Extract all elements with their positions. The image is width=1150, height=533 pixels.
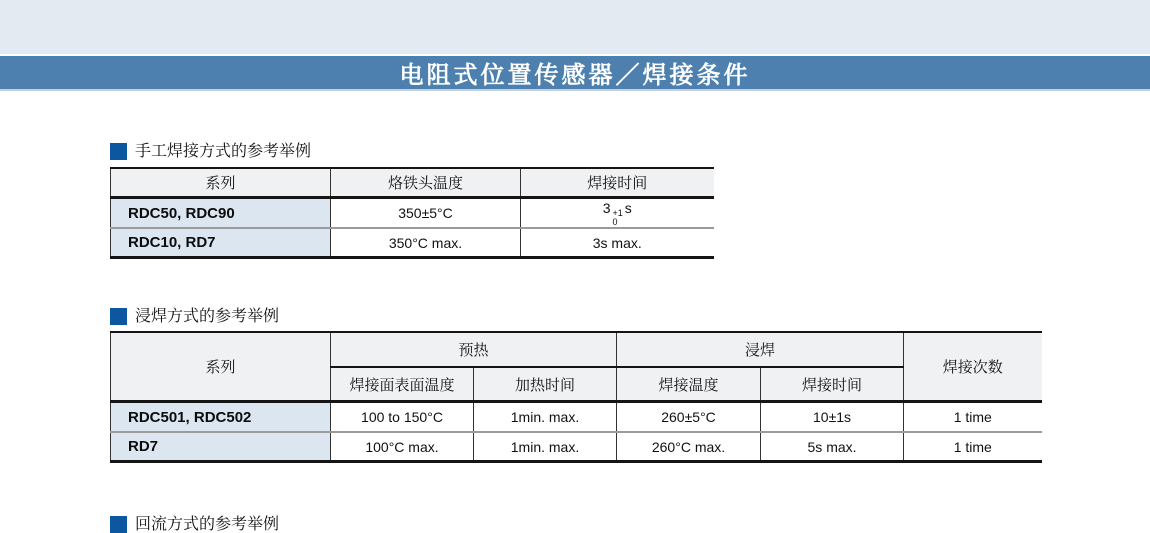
table-row xyxy=(111,198,714,229)
table-header-row xyxy=(111,168,714,198)
header-soldering-temperature: 焊接温度 xyxy=(617,367,761,402)
page-top-band xyxy=(0,0,1150,54)
soldering-time-cell: 3s max. xyxy=(521,228,714,258)
hand-soldering-table xyxy=(110,167,714,259)
header-group-dip: 浸焊 xyxy=(617,332,904,367)
heating-time-cell: 1min. max. xyxy=(474,432,617,462)
time-value: 3 xyxy=(602,199,611,216)
page-title: 电阻式位置传感器／焊接条件 xyxy=(399,62,751,89)
table-header-group-row xyxy=(111,332,1042,367)
tolerance-upper: +1 xyxy=(612,207,623,218)
header-surface-temperature: 焊接面表面温度 xyxy=(331,367,474,402)
section-heading-text: 浸焊方式的参考举例 xyxy=(135,308,280,325)
section-heading-hand-soldering xyxy=(110,143,311,160)
soldering-count-cell: 1 time xyxy=(904,402,1042,433)
time-unit: s xyxy=(624,199,632,216)
series-cell: RDC50, RDC90 xyxy=(111,198,331,229)
header-soldering-time: 焊接时间 xyxy=(521,168,714,198)
header-series: 系列 xyxy=(111,168,331,198)
series-cell: RD7 xyxy=(111,432,331,462)
heating-time-cell: 1min. max. xyxy=(474,402,617,433)
surface-temperature-cell: 100°C max. xyxy=(331,432,474,462)
table-row xyxy=(111,402,1042,433)
soldering-temperature-cell: 260±5°C xyxy=(617,402,761,433)
header-tip-temperature: 烙铁头温度 xyxy=(331,168,521,198)
table-row xyxy=(111,432,1042,462)
section-heading-text: 回流方式的参考举例 xyxy=(135,516,280,533)
soldering-time-cell: 5s max. xyxy=(761,432,904,462)
blue-square-bullet-icon xyxy=(110,516,127,533)
section-heading-dip-soldering xyxy=(110,308,279,325)
header-group-preheat: 预热 xyxy=(331,332,617,367)
tip-temperature-cell: 350°C max. xyxy=(331,228,521,258)
blue-square-bullet-icon xyxy=(110,308,127,325)
tip-temperature-cell: 350±5°C xyxy=(331,198,521,229)
soldering-time-cell: 10±1s xyxy=(761,402,904,433)
tolerance-lower: 0 xyxy=(612,216,618,227)
surface-temperature-cell: 100 to 150°C xyxy=(331,402,474,433)
dip-soldering-table xyxy=(110,331,1042,463)
header-soldering-count: 焊接次数 xyxy=(904,332,1042,402)
header-heating-time: 加热时间 xyxy=(474,367,617,402)
page-title-bar xyxy=(0,56,1150,91)
header-soldering-time: 焊接时间 xyxy=(761,367,904,402)
soldering-count-cell: 1 time xyxy=(904,432,1042,462)
section-heading-reflow xyxy=(110,516,279,533)
blue-square-bullet-icon xyxy=(110,143,127,160)
section-heading-text: 手工焊接方式的参考举例 xyxy=(135,143,312,160)
tolerance-stack xyxy=(613,209,623,227)
soldering-time-cell xyxy=(521,198,714,229)
soldering-temperature-cell: 260°C max. xyxy=(617,432,761,462)
table-row xyxy=(111,228,714,258)
series-cell: RDC10, RD7 xyxy=(111,228,331,258)
header-series: 系列 xyxy=(111,332,331,402)
series-cell: RDC501, RDC502 xyxy=(111,402,331,433)
